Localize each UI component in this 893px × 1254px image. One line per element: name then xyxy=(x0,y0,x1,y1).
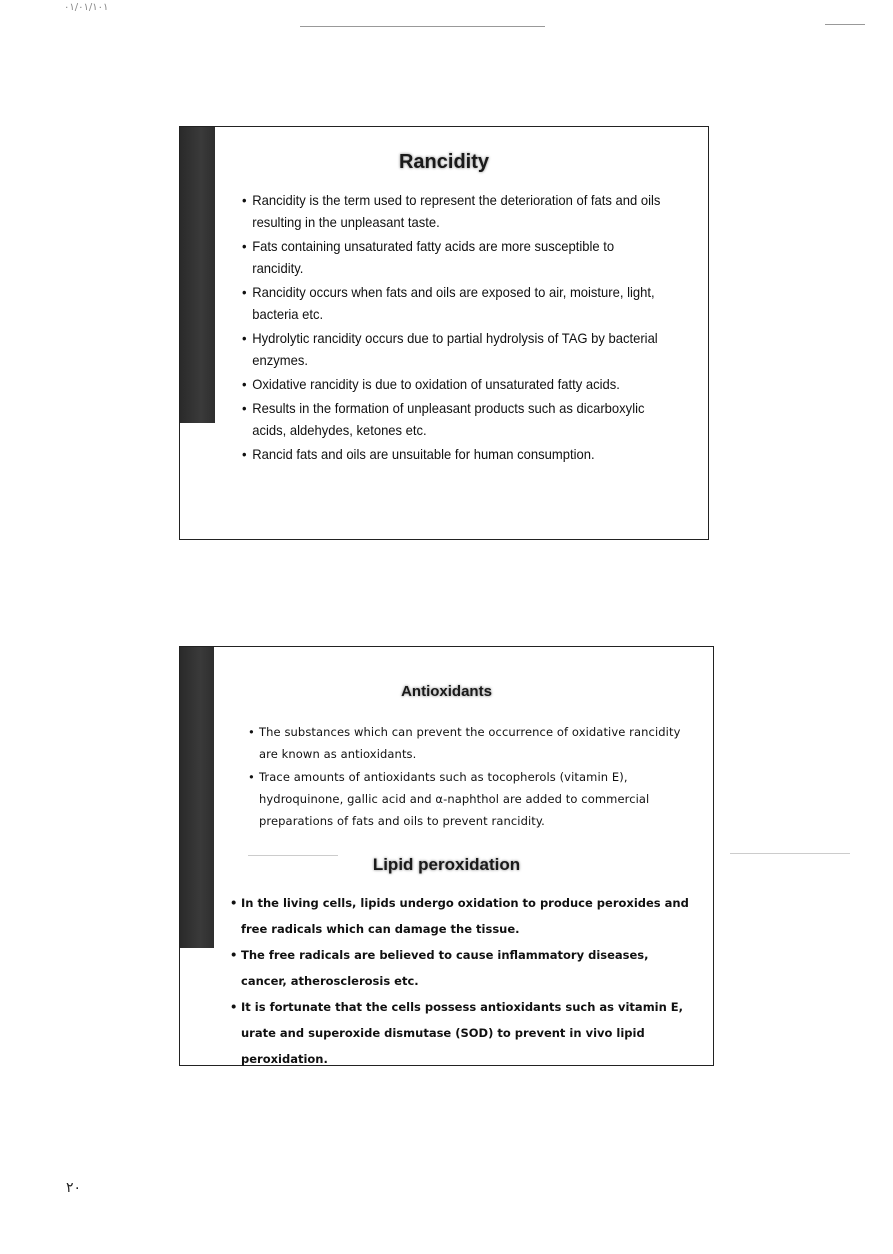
scan-line-top-right xyxy=(825,24,865,25)
scan-mark: ٠١/٠١/١٠١ xyxy=(64,2,109,13)
list-item: • Rancid fats and oils are unsuitable for human consumption. xyxy=(242,443,661,465)
section-title-lipid-peroxidation: Lipid peroxidation xyxy=(372,855,521,874)
scan-line-mid xyxy=(248,855,338,856)
slide-title: Rancidity xyxy=(398,151,490,173)
slide-antioxidants xyxy=(179,646,714,1066)
section-title-antioxidants: Antioxidants xyxy=(401,683,492,700)
list-item: • Rancidity occurs when fats and oils are exposed to air, moisture, light, bacteria etc. xyxy=(242,281,661,325)
slide-rancidity xyxy=(179,126,709,540)
list-item: • Oxidative rancidity is due to oxidation of unsaturated fatty acids. xyxy=(242,373,661,395)
list-item: • Hydrolytic rancidity occurs due to partial hydrolysis of TAG by bacterial enzymes. xyxy=(242,327,661,371)
list-item: • Results in the formation of unpleasant products such as dicarboxylic acids, aldehydes, ketones etc. xyxy=(242,397,661,441)
list-item: • The free radicals are believed to cause inflammatory diseases, cancer, atherosclerosis etc. xyxy=(230,942,690,994)
scan-line-top xyxy=(300,26,545,27)
antioxidant-bullet-list xyxy=(248,721,688,833)
list-item: • It is fortunate that the cells possess antioxidants such as vitamin E, urate and superoxide dismutase (SOD) to prevent in vivo lipid peroxidation. xyxy=(230,994,690,1072)
list-item: • In the living cells, lipids undergo oxidation to produce peroxides and free radicals which can damage the tissue. xyxy=(230,890,690,942)
lipid-bullet-list xyxy=(230,890,690,1072)
scan-line-mid-right xyxy=(730,853,850,854)
list-item: • Trace amounts of antioxidants such as tocopherols (vitamin E), hydroquinone, gallic acid and α-naphthol are added to commercial preparations of fats and oils to prevent rancidity. xyxy=(248,766,688,832)
list-item: • Fats containing unsaturated fatty acids are more susceptible to rancidity. xyxy=(242,235,661,279)
page-number: ٢٠ xyxy=(66,1180,82,1196)
list-item: • The substances which can prevent the occurrence of oxidative rancidity are known as antioxidants. xyxy=(248,721,688,765)
bullet-list xyxy=(242,189,661,467)
list-item: • Rancidity is the term used to represent the deterioration of fats and oils resulting in the unpleasant taste. xyxy=(242,189,661,233)
